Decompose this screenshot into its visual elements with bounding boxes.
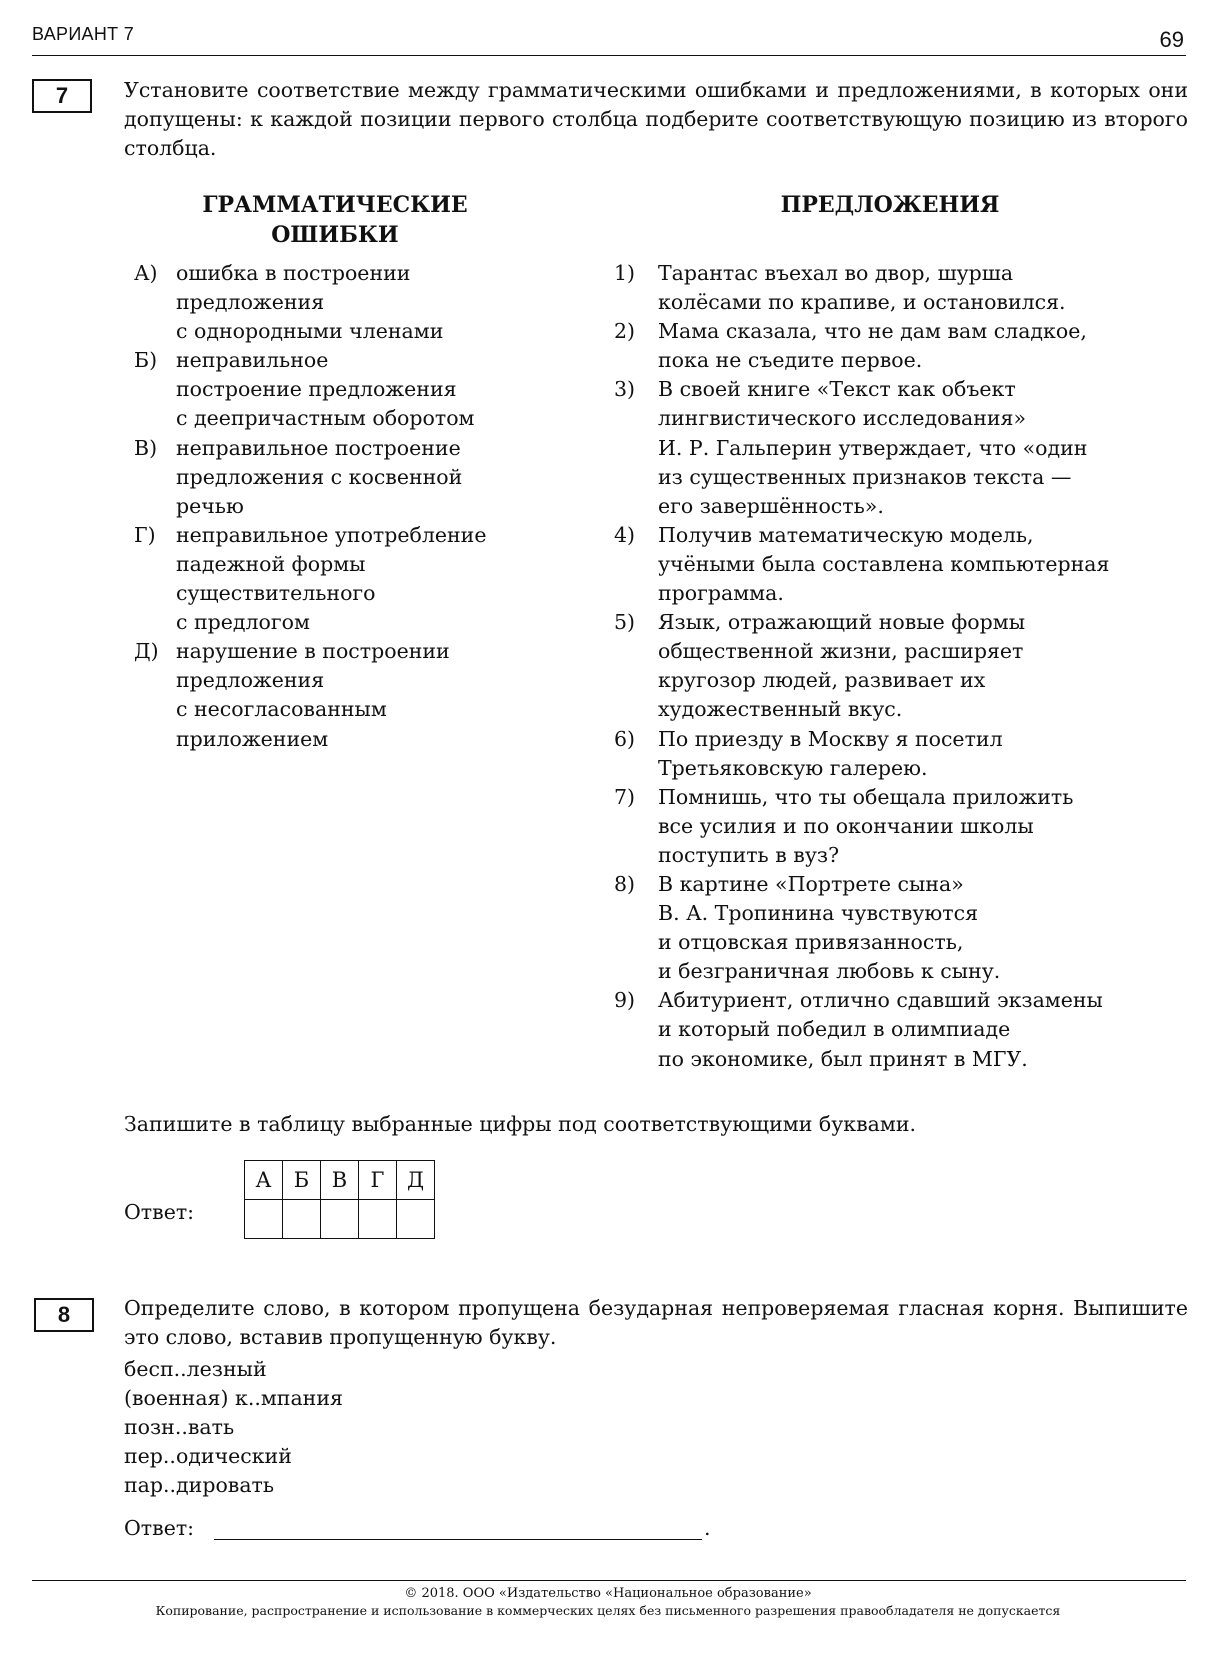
task-7-answer-label: Ответ: (124, 1200, 195, 1224)
sentence-item-6 (614, 725, 1179, 783)
word-option: бесп..лезный (124, 1357, 267, 1381)
error-marker: Г) (134, 522, 156, 547)
answer-letter-g: Г (359, 1161, 397, 1200)
task-8-answer-period: . (704, 1516, 711, 1540)
task-7-prompt: Установите соответствие между грамматическими ошибками и предложениями, в которых они допущены: к каждой позиции первого столбца подберите соответствующую позицию из второго столбца. (124, 78, 1188, 160)
answer-table-header-row (245, 1161, 435, 1200)
sentence-item-9 (614, 986, 1179, 1073)
sentences-column-heading: ПРЕДЛОЖЕНИЯ (780, 192, 1000, 218)
sentence-item-4 (614, 521, 1179, 608)
error-marker: Д) (134, 639, 159, 664)
error-item-g (134, 521, 564, 637)
sentence-marker: 3) (614, 377, 636, 402)
error-text: нарушение в построении предложения с несогласованным приложением (176, 639, 450, 751)
error-marker: А) (134, 261, 158, 285)
error-text: неправильное построение предложения с косвенной речью (176, 435, 463, 518)
page-number: 69 (1159, 27, 1184, 52)
error-text: ошибка в построении предложения с однородными членами (176, 261, 444, 344)
footer-notice: Копирование, распространение и использование в коммерческих целях без письменного разрешения правообладателя не допускается (155, 1603, 1061, 1618)
sentence-marker: 4) (614, 522, 636, 547)
task-8-word-list (124, 1355, 343, 1500)
sentence-marker: 7) (614, 784, 636, 809)
task-7-number-box: 7 (32, 79, 92, 113)
sentence-item-7 (614, 783, 1179, 870)
error-marker: В) (134, 435, 158, 460)
answer-letter-d: Д (397, 1161, 435, 1200)
sentence-item-2 (614, 317, 1179, 375)
sentence-marker: 8) (614, 871, 636, 896)
sentences-list (614, 259, 1179, 1074)
sentence-item-5 (614, 608, 1179, 724)
error-item-d (134, 637, 564, 753)
sentence-marker: 2) (614, 319, 636, 344)
sentence-text: В картине «Портрете сына» В. А. Тропинина чувствуются и отцовская привязанность, и безграничная любовь к сыну. (658, 871, 1001, 984)
task-7-answer-table (244, 1160, 435, 1239)
answer-letter-v: В (321, 1161, 359, 1200)
sentence-text: Тарантас въехал во двор, шурша колёсами по крапиве, и остановился. (658, 261, 1066, 315)
answer-cell-v[interactable] (321, 1200, 359, 1239)
header-divider (32, 55, 1186, 56)
answer-cell-b[interactable] (283, 1200, 321, 1239)
task-8-answer-line[interactable] (214, 1539, 702, 1540)
answer-letter-a: А (245, 1161, 283, 1200)
sentence-text: Мама сказала, что не дам вам сладкое, пока не съедите первое. (658, 319, 1087, 373)
answer-table-input-row (245, 1200, 435, 1239)
sentence-marker: 9) (614, 988, 636, 1013)
sentence-text: По приезду в Москву я посетил Третьяковскую галерею. (658, 726, 1003, 780)
answer-cell-d[interactable] (397, 1200, 435, 1239)
sentence-text: Получив математическую модель, учёными была составлена компьютерная программа. (658, 522, 1110, 606)
error-item-a (134, 259, 564, 346)
sentence-marker: 1) (614, 261, 636, 285)
errors-column-heading: ГРАММАТИЧЕСКИЕ ОШИБКИ (202, 192, 468, 248)
error-text: неправильное построение предложения с деепричастным оборотом (176, 348, 475, 431)
sentence-item-1 (614, 259, 1179, 317)
sentence-item-3 (614, 375, 1179, 520)
error-marker: Б) (134, 348, 158, 373)
word-option: пер..одический (124, 1444, 292, 1468)
answer-cell-g[interactable] (359, 1200, 397, 1239)
sentence-marker: 5) (614, 610, 636, 635)
task-8-prompt: Определите слово, в котором пропущена безударная непроверяемая гласная корня. Выпишите это слово, вставив пропущенную букву. (124, 1296, 1188, 1349)
sentence-text: Язык, отражающий новые формы общественной жизни, расширяет кругозор людей, развивает их художественный вкус. (658, 610, 1026, 722)
word-option: пар..дировать (124, 1473, 275, 1497)
task-7-instruction: Запишите в таблицу выбранные цифры под соответствующими буквами. (124, 1112, 917, 1136)
task-8-number-box: 8 (34, 1298, 94, 1332)
footer-divider (32, 1580, 1186, 1581)
sentence-marker: 6) (614, 726, 636, 751)
answer-letter-b: Б (283, 1161, 321, 1200)
errors-list (134, 259, 564, 754)
error-item-v (134, 434, 564, 521)
word-option: позн..вать (124, 1415, 235, 1439)
variant-label: ВАРИАНТ 7 (32, 24, 135, 44)
task-8-answer-label: Ответ: (124, 1516, 195, 1540)
word-option: (военная) к..мпания (124, 1386, 343, 1410)
error-text: неправильное употребление падежной формы существительного с предлогом (176, 522, 487, 635)
sentence-text: В своей книге «Текст как объект лингвистического исследования» И. Р. Гальперин утверждает, что «один из существенных признаков текста — его завершённость». (658, 377, 1088, 518)
sentence-item-8 (614, 870, 1179, 986)
answer-cell-a[interactable] (245, 1200, 283, 1239)
error-item-b (134, 346, 564, 433)
sentence-text: Помнишь, что ты обещала приложить все усилия и по окончании школы поступить в вуз? (658, 784, 1074, 867)
footer-copyright: © 2018. ООО «Издательство «Национальное образование» (404, 1586, 812, 1601)
sentence-text: Абитуриент, отлично сдавший экзамены и который победил в олимпиаде по экономике, был принят в МГУ. (658, 988, 1103, 1071)
